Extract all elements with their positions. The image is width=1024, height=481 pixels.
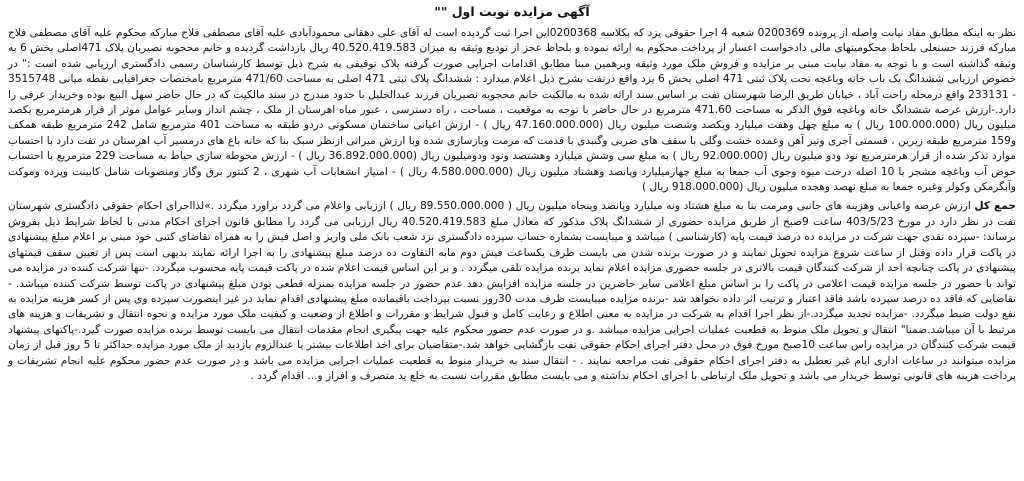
notice-title: آگهی مزایده نوبت اول "" [434, 4, 590, 19]
total-text: ارزش عرصه واعیانی وهزینه های جانبی ومرمت بنا به مبلغ هشتاد ونه میلیارد وپانصد وپنجاه میلیون ریال ( 89.550.000.000 ریال ) ارزیابی واعلام می گردد براورد میگردد .»لذااجرای احکام حقوقی دادگستری شهرستان تفت در نظر دارد در مورخ 403/5/23 ساعت 9صبح از طریق مزایده حضوری از ششدانگ پلاک مذکور که معادل مبلغ 40.520.419.583 ریال ارزیابی می گردد را مطابق قانون اجرای احکام مدنی با لحاظ شرایط ذیل بفروش برساند: -سپرده نقدی جهت شرکت در مزایده ده درصد قیمت پایه (کارشناسی ) میباشد و میبایست بشماره حساب سپرده دادگستری نزد شعب بانک ملی واریز و اصل فیش را به همراه تقاضای کتبی خود مبنی بر اعلام مبلغ پیشنهادی در پاکت قرار داده وقبل از ساعت شروع مزایده تحویل نمایند و در صورت برنده شدن می بایست ظرف یکساعت فیش دوم مابه التفاوت ده درصد مبلغ پیشنهادی را به اجرا ارائه نمایند بدیهی است پس از تعیین سقف قیمتهای پیشنهادی در پاکت چنانچه احد از شرکت کنندگان قیمت بالاتری در جلسه حضوری مزایده اعلام نماید برنده مزایده تلقی میگردد . و بر این اساس قیمت اعلام شده در پاکت قیمت پایه محسوب میگردد. -تنها شرکت کننده در مزایده می تواند با حضور در جلسه مزایده قیمت اعلامی در پاکت را بر اساس مبلغ اعلامی سایر حاضرین در جلسه مزایده افزایش دهد عدم حضور در جلسه مزایده بمنزله قطعی بودن مبلغ پیشنهادی در پاکت توسط شرکت کننده میباشد. - تقاضایی که فاقد ده درصد سپرده باشد فاقد اعتبار و ترتیب اثر داده نخواهد شد -برنده مزایده میبایست ظرف مدت 30روز نسبت بپرداخت باقیمانده مبلغ پیشنهادی اقدام نماید در غیر اینصورت سپرده وی پس از کسر هزینه مزایده به نفع دولت ضبط میگردد. -مزایده تجدید میگردد.-از نظر اجرا اقدام به شرکت در مزایده به معنی اطلاع و رعایت کامل و قبول شرایط و مقررات و اطلاع از وضعیت و کیفیت ملک مورد مزایده و نحوه انتقال و تشریفات و هزینه های مرتبط با آن میباشد.ضمنا" انتقال و تحویل ملک منوط به قطعیت عملیات اجرایی مزایده میباشد .و در صورت عدم حضور محکوم علیه جهت پیگیری انجام مقدمات انتقال می بایست توسط برنده مزایده صورت گیرد.-پاکتهای پیشنهاد قیمت شرکت کنندگان در مزایده راس ساعت 10صبح مورخ فوق در محل دفتر اجرای احکام حقوقی تفت بازگشایی خواهد شد.-متقاضیان برای اخذ اطلاعات بیشتر یا عندالزوم بازدید از ملک مورد مزایده حداکثر تا 5 روز قبل از زمان مزایده میتوانند در ساعات اداری ایام غیر تعطیل به دفتر اجرای احکام حقوقی تفت مراجعه نمایند . - انتقال سند به خریدار منوط به قطعیت عملیات اجرایی مزایده می باشد و در صورت عدم حضور محکوم علیه انجام تشریفات و پرداخت هزینه های قانونی توسط خریدار می باشد و تحویل ملک ارتباطی با اجرای احکام نداشته و می بایست مطابق مقررات نسبت به خلع ید متصرف و افراز و... اقدام گردد . [8, 200, 1017, 382]
notice-total-paragraph [8, 199, 1016, 384]
total-label: جمع کل [974, 200, 1016, 213]
notice-intro-paragraph: نظر به اینکه مطابق مفاد نیابت واصله از پرونده 0200369 شعبه 4 اجرا حقوقی یزد که بکلاسه 0200368این اجرا ثبت گردیده است له آقای علی دهقانی محمودآبادی علیه آقای مصطفی فلاح مبارکه محکوم علیه آقای مصطفی فلاح مبارکه فرزند حسنعلی بلحاظ محکومیتهای مالی دادخواست اعسار از پرداخت محکوم به ارائه نموده و بلحاظ عجز از تودیع وثیقه به میزان 40.520.419.583 ریال بازداشت گردیده و خانم محجوبه نصیریان پلاک 471اصلی بخش 6 به وثیقه گذاشته است و با توجه به مفاد نیابت مبنی بر مزایده و فروش ملک مورد وثیقه وبرهمین مبنا مطابق اقدامات اجرایی صورت گرفته پلاک توقیفی به شرح ذیل توسط کارشناسان رسمی دادگستری ارزیابی شده است :" در خصوص ارزیابی ششدانگ یک باب خانه وباغچه تحت پلاک ثبتی 471 اصلی بخش 6 یزد واقع درتفت بشرح ذیل اعلام میدارد : ششدانگ پلاک ثبتی 471 اصلی به مساحت 471/60 مترمربع بامختصات جغرافیایی نقطه میانی 3515748 - 233131 واقع درمحله راحت آباد ، خیابان طریق الرضا شهرستان تفت بر اساس سند ارائه شده به مالکیت خانم محجوبه نصیریان فرزند عبدالخلیل با حدود مندرج در سند مالکیت که در حال حاضر سهل البیع بوده وخریدار عرفی را دارد.-ارزش عرصه ششدانگ خانه وباغچه فوق الذکر به مساحت 471.60 مترمربع در حال حاضر با توجه به موقعیت ، مساحت ، راه دسترسی ، عبور میاه اهرستان از ملک ، چشم انداز وسایر عوامل موثر از قرار هرمترمربع یکصد میلیون ریال (100.000.000 ریال ) به مبلغ چهل وهفت میلیارد ویکصد وشصت میلیون ریال (47.160.000.000 ریال ) - ارزش اعیانی ساختمان مسکونی دردو طبقه به مساحت 401 مترمربع شامل 242 مترمربع طبقه همکف و159 مترمربع طبقه زیرین ، قسمتی آجری وتیر آهن وعمده خشت وگلی با سقف های ضربی وگنبدی با قدمت که مرمت وبازسازی شده وبا ارزش میراثی ازنظر سبک بنا که خانه باغ های درمسیر آب اهرستان در تفت دارد با احتساب موارد تذکر شده از قرار هرمترمربع نود ودو میلیون ریال (92.000.000 ریال ) به مبلغ سی وشش میلیارد وهشتصد ونود ودومیلیون ریال (36.892.000.000 ریال ) - ارزش محوطه سازی حیاط به مساحت 229 مترمربع با احتساب حوض آب وباغچه مشجر با 10 اصله درخت میوه وجوی آب جمعا به مبلغ چهارمیلیارد وپانصد وهشتاد میلیون ریال (4.580.000.000 ریال ) - امتیاز انشعابات آب شهری ، 2 کنتور برق وگاز ومنصوبات شامل کابینت وپرده وموکت وآبگرمکن وکولر وغیره جمعا به مبلغ نهصد وهجده میلیون ریال (918.000.000 ریال ) [8, 27, 1016, 194]
